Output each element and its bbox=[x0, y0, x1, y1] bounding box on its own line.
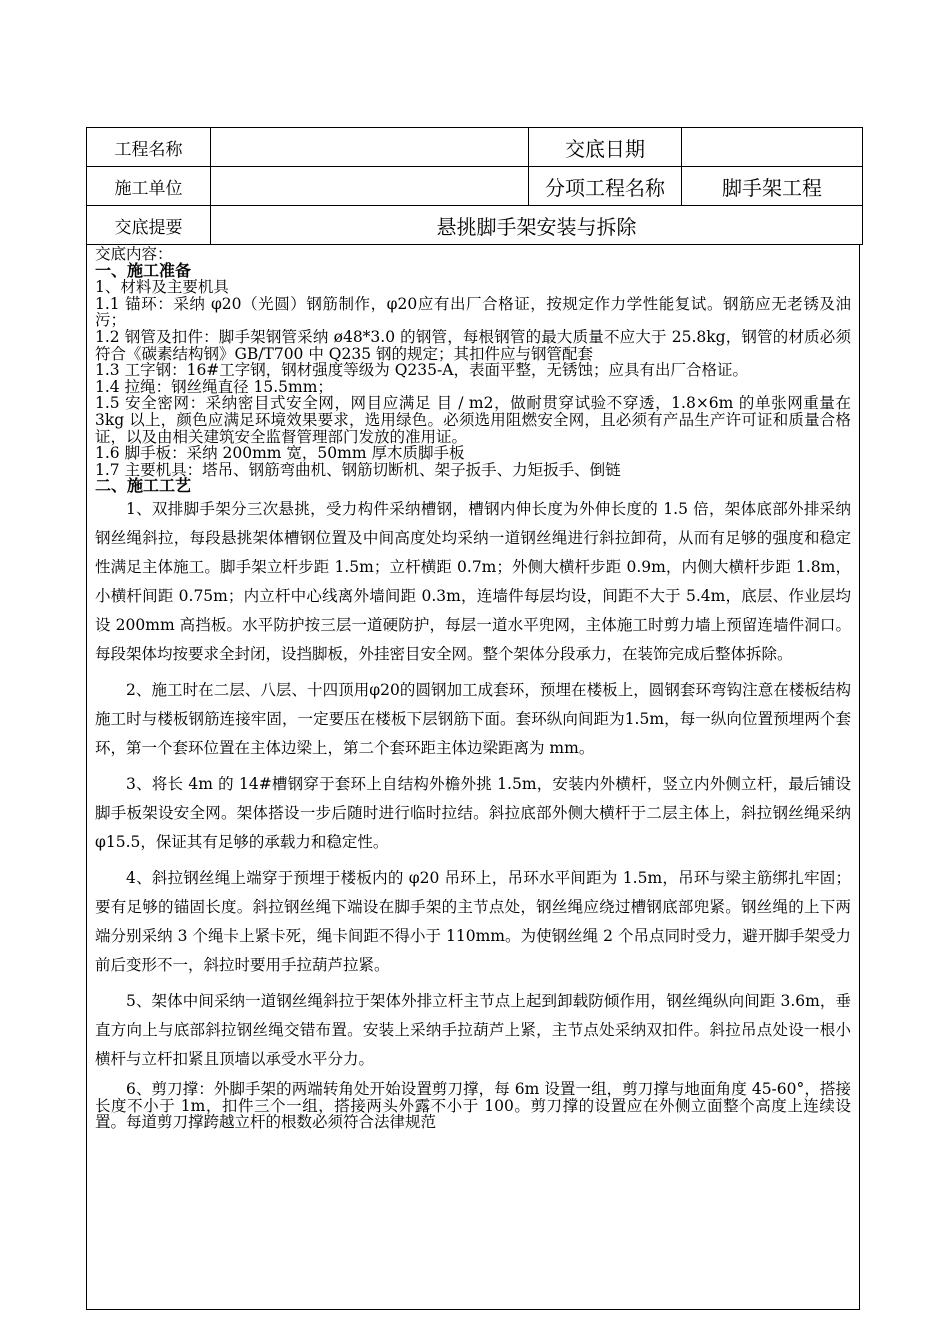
header-table bbox=[86, 127, 863, 245]
section-heading-process: 二、施工工艺 bbox=[95, 476, 192, 496]
project-name-value bbox=[211, 128, 529, 167]
prep-item: 1.6 脚手板：采纳 200mm 宽，50mm 厚木质脚手板 bbox=[95, 444, 465, 463]
prep-item: 1.3 工字钢：16#工字钢，钢材强度等级为 Q235-A，表面平整，无锈蚀；应具有出厂合格证。 bbox=[95, 361, 748, 380]
content-cell bbox=[86, 244, 860, 1310]
process-paragraph: 4、斜拉钢丝绳上端穿于预埋于楼板内的 φ20 吊环上，吊环水平间距为 1.5m，吊环与梁主筋绑扎牢固；要有足够的锚固长度。斜拉钢丝绳下端设在脚手架的主节点处，钢丝绳应绕过槽钢底部兜紧。钢丝绳的上下两端分别采纳 3 个绳卡上紧卡死，绳卡间距不得小于 110mm。为使钢丝绳 2 个吊点同时受力，避开脚手架受力前后变形不一，斜拉时要用手拉葫芦拉紧。 bbox=[95, 868, 851, 974]
header-row-project bbox=[87, 128, 863, 167]
date-label: 交底日期 bbox=[529, 128, 682, 167]
unit-value bbox=[211, 167, 529, 206]
process-paragraph: 1、双排脚手架分三次悬挑，受力构件采纳槽钢，槽钢内伸长度为外伸长度的 1.5 倍，架体底部外排采纳钢丝绳斜拉，每段悬挑架体槽钢位置及中间高度处均采纳一道钢丝绳进行斜拉卸荷，从而有足够的强度和稳定性满足主体施工。脚手架立杆步距 1.5m；立杆横距 0.7m；外侧大横杆步距 0.9m，内侧大横杆步距 1.8m，小横杆间距 0.75m；内立杆中心线离外墙间距 0.3m，连墙件每层均设，间距不大于 5.4m，底层、作业层均设 200mm 高挡板。水平防护按三层一道硬防护，每层一道水平兜网，主体施工时剪力墙上预留连墙件洞口。每段架体均按要求全封闭，设挡脚板，外挂密目安全网。整个架体分段承力，在装饰完成后整体拆除。 bbox=[95, 499, 851, 663]
process-paragraph: 6、剪刀撑：外脚手架的两端转角处开始设置剪刀撑，每 6m 设置一组，剪刀撑与地面角度 45-60°，搭接长度不小于 1m，扣件三个一组，搭接两头外露不小于 100。剪刀撑的设置应在外侧立面整个高度上连续设置。每道剪刀撑跨越立杆的根数必须符合法律规范 bbox=[95, 1079, 851, 1132]
date-value bbox=[682, 128, 863, 167]
prep-item: 1.1 锚环：采纳 φ20（光圆）钢筋制作，φ20应有出厂合格证，按规定作力学性能复试。钢筋应无老锈及油污； bbox=[95, 294, 851, 330]
summary-label: 交底提要 bbox=[87, 206, 211, 245]
header-row-summary bbox=[87, 206, 863, 245]
prep-item: 1.2 钢管及扣件：脚手架钢管采纳 ø48*3.0 的钢管，每根钢管的最大质量不应大于 25.8kg，钢管的材质必须符合《碳素结构钢》GB/T700 中 Q235 钢的规定；其扣件应与钢管配套 bbox=[95, 327, 851, 363]
process-paragraph: 5、架体中间采纳一道钢丝绳斜拉于架体外排立杆主节点上起到卸载防倾作用，钢丝绳纵向间距 3.6m，垂直方向上与底部斜拉钢丝绳交错布置。安装上采纳手拉葫芦上紧，主节点处采纳双扣件。斜拉吊点处设一根小横杆与立杆扣紧且顶墙以承受水平分力。 bbox=[95, 991, 851, 1068]
preparation-section bbox=[95, 246, 851, 495]
subproject-label: 分项工程名称 bbox=[529, 167, 682, 206]
prep-item: 1、材料及主要机具 bbox=[95, 278, 229, 297]
process-section bbox=[95, 495, 851, 1131]
section-heading-preparation: 一、施工准备 bbox=[95, 260, 192, 280]
content-intro: 交底内容： bbox=[95, 245, 173, 263]
project-name-label: 工程名称 bbox=[87, 128, 211, 167]
prep-item: 1.5 安全密网：采纳密目式安全网，网目应满足 目 / m2，做耐贯穿试验不穿透，1.8×6m 的单张网重量在 3kg 以上，颜色应满足环境效果要求，选用绿色。必须选用阻燃安全网，且必须有产品生产许可证和质量合格证，以及由相关建筑安全监督管理部门发放的准用证。 bbox=[95, 394, 851, 446]
subproject-value: 脚手架工程 bbox=[682, 167, 863, 206]
process-paragraph: 2、施工时在二层、八层、十四顶用φ20的圆钢加工成套环，预埋在楼板上，圆钢套环弯钩注意在楼板结构施工时与楼板钢筋连接牢固，一定要压在楼板下层钢筋下面。套环纵向间距为1.5m，每一纵向位置预埋两个套环，第一个套环位置在主体边梁上，第二个套环距主体边梁距离为 mm。 bbox=[95, 680, 851, 757]
prep-item: 1.4 拉绳：钢丝绳直径 15.5mm； bbox=[95, 377, 333, 396]
summary-value: 悬挑脚手架安装与拆除 bbox=[211, 206, 863, 245]
process-paragraph: 3、将长 4m 的 14#槽钢穿于套环上自结构外檐外挑 1.5m，安装内外横杆，竖立内外侧立杆，最后铺设脚手板架设安全网。架体搭设一步后随时进行临时拉结。斜拉底部外侧大横杆于二层主体上，斜拉钢丝绳采纳 φ15.5，保证其有足够的承载力和稳定性。 bbox=[95, 774, 851, 851]
header-row-unit bbox=[87, 167, 863, 206]
unit-label: 施工单位 bbox=[87, 167, 211, 206]
prep-item: 1.7 主要机具：塔吊、钢筋弯曲机、钢筋切断机、架子扳手、力矩扳手、倒链 bbox=[95, 460, 621, 479]
